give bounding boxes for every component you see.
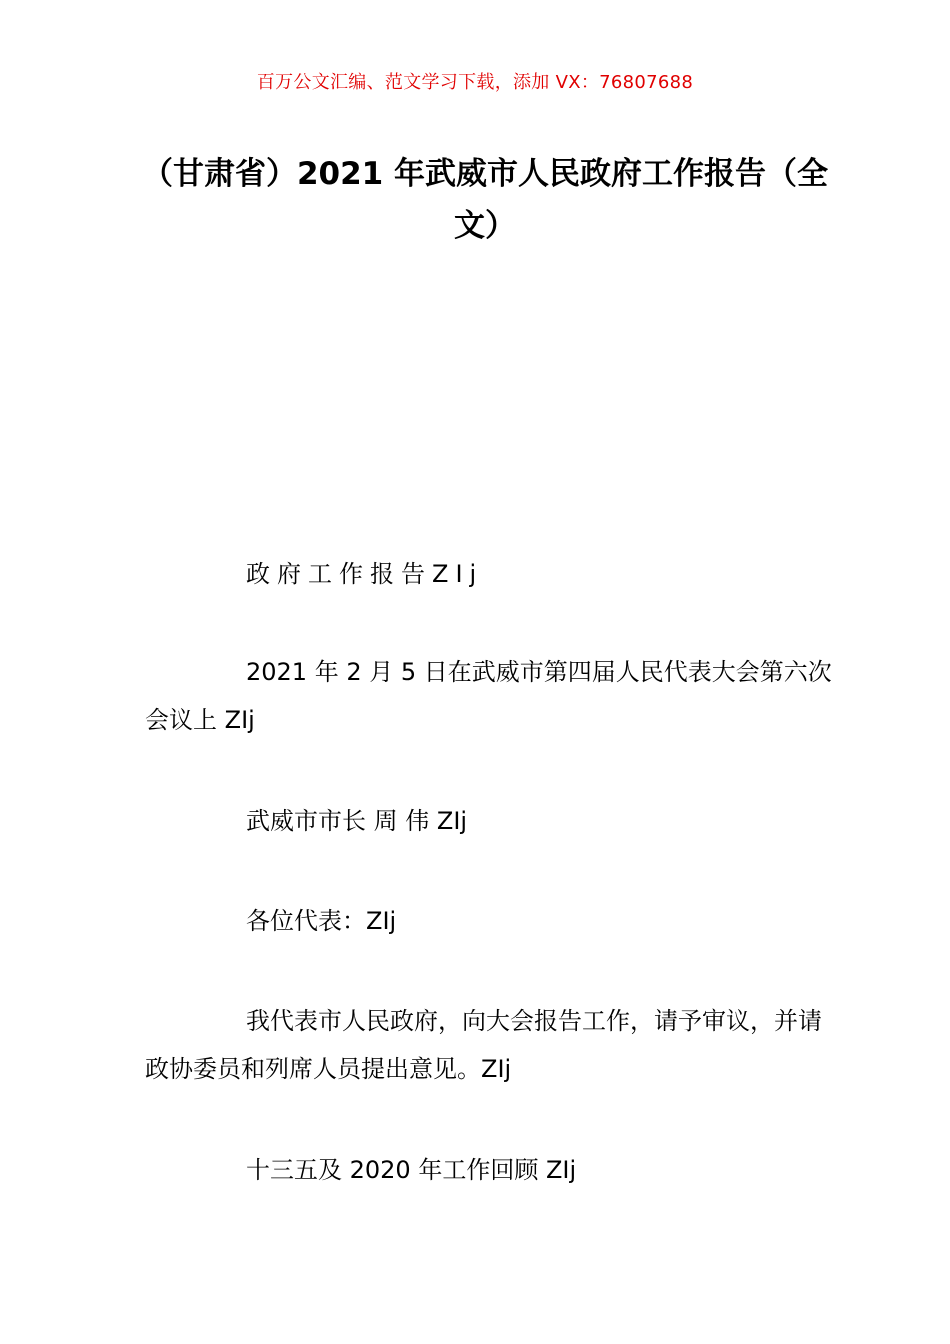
paragraph-meeting-info: 2021 年 2 月 5 日在武威市第四届人民代表大会第六次会议上 ZIj [145, 658, 832, 734]
paragraph-salutation: 各位代表：ZIj [246, 907, 397, 935]
document-title: （甘肃省）2021 年武威市人民政府工作报告（全文） [141, 156, 829, 244]
paragraph-intro: 我代表市人民政府，向大会报告工作，请予审议，并请政协委员和列席人员提出意见。ZIj [145, 1007, 822, 1083]
paragraph-report-heading: 政府工作报告ZIj [246, 560, 484, 588]
header-note: 百万公文汇编、范文学习下载，添加 VX：76807688 [256, 72, 694, 93]
paragraph-mayor: 武威市市长 周 伟 ZIj [246, 807, 468, 835]
paragraph-section-heading: 十三五及 2020 年工作回顾 ZIj [246, 1156, 577, 1184]
